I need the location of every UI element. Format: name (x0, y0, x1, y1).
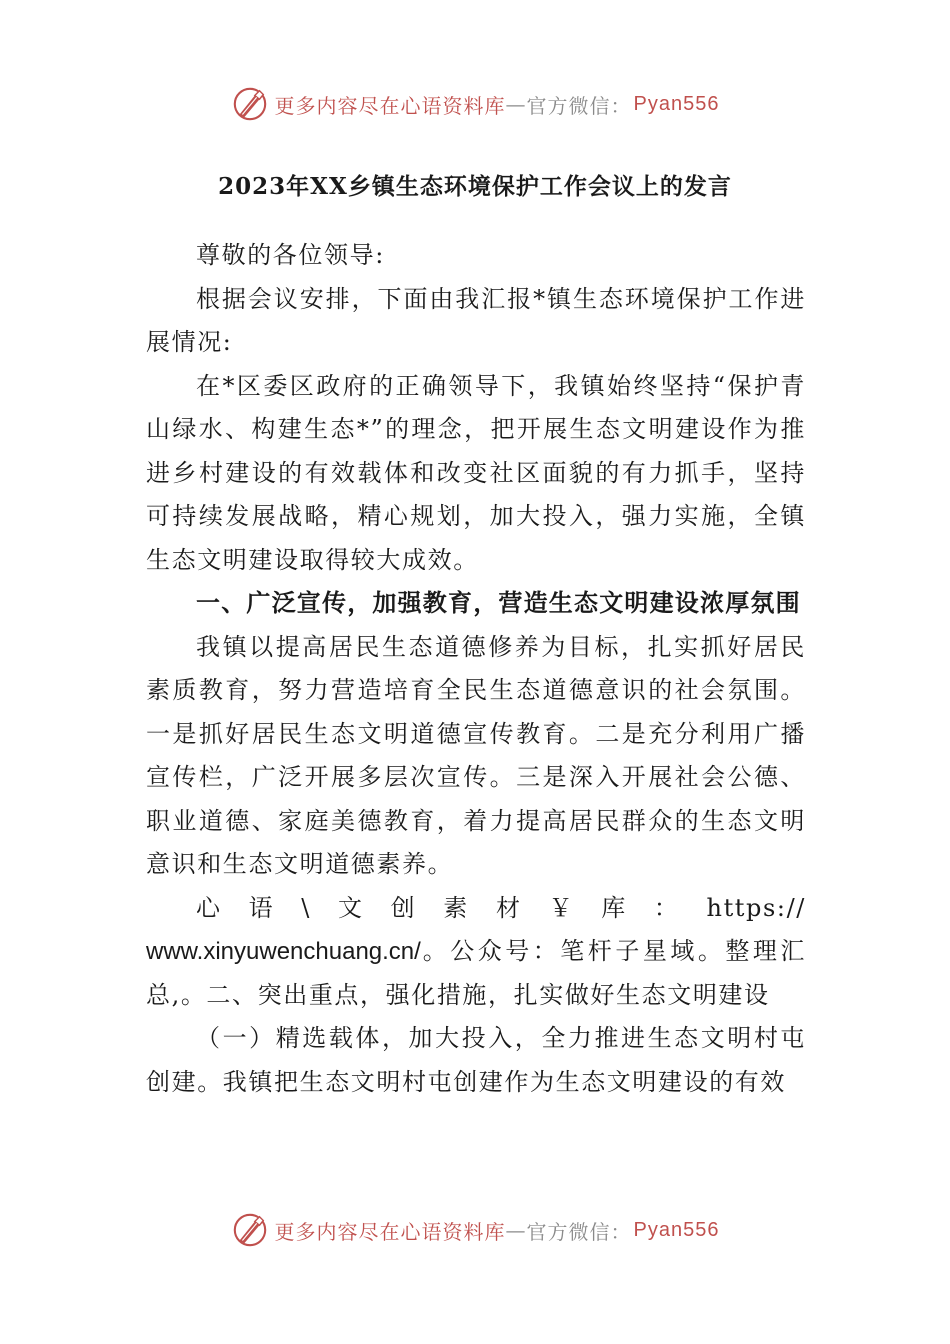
watermark-wechat-id: Pyan556 (633, 1218, 720, 1241)
watermark-footer (0, 1208, 950, 1252)
watermark-wechat-label: 官方微信： (526, 1219, 632, 1244)
paragraph-subsection-1: （一）精选载体，加大投入，全力推进生态文明村屯创建。我镇把生态文明村屯创建作为生态文明建设的有效 (146, 1024, 806, 1096)
salutation: 尊敬的各位领导: (196, 241, 385, 269)
source-line-text: 心语\文创素材￥库：https:// (196, 893, 806, 922)
pen-nib-logo-icon (231, 1211, 269, 1249)
paragraph-intro: 根据会议安排，下面由我汇报*镇生态环境保护工作进展情况: (146, 284, 806, 356)
pen-nib-logo-icon (231, 85, 269, 123)
watermark-main-text: 更多内容尽在心语资料库 (274, 1219, 506, 1244)
watermark-wechat-label: 官方微信： (526, 93, 632, 118)
paragraph-section1-body: 我镇以提高居民生态道德修养为目标，扎实抓好居民素质教育，努力营造培育全民生态道德意识的社会氛围。一是抓好居民生态文明道德宣传教育。二是充分利用广播宣传栏，广泛开展多层次宣传。三是深入开展社会公德、职业道德、家庭美德教育，着力提高居民群众的生态文明意识和生态文明道德素养。 (146, 632, 806, 878)
source-line-rest: 。公众号：笔杆子星域。整理汇总,。二、突出重点，强化措施，扎实做好生态文明建设 (146, 937, 806, 1009)
watermark-main-text: 更多内容尽在心语资料库 (274, 93, 506, 118)
watermark-separator: — (505, 1218, 527, 1242)
document-title: 2023年XX乡镇生态环境保护工作会议上的发言 (218, 173, 732, 200)
document-body (146, 234, 806, 1104)
watermark-separator: — (505, 92, 527, 116)
section-heading-1: 一、广泛宣传，加强教育，营造生态文明建设浓厚氛围 (196, 589, 801, 617)
paragraph-context: 在*区委区政府的正确领导下，我镇始终坚持“保护青山绿水、构建生态*”的理念，把开展生态文明建设作为推进乡村建设的有效载体和改变社区面貌的有力抓手，坚持可持续发展战略，精心规划，加大投入，强力实施，全镇生态文明建设取得较大成效。 (146, 371, 806, 574)
source-line (146, 887, 806, 931)
watermark-header (0, 82, 950, 126)
watermark-wechat-id: Pyan556 (633, 92, 720, 115)
source-line-continued (146, 930, 806, 1017)
source-url-link[interactable]: www.xinyuwenchuang.cn/ (146, 938, 421, 965)
